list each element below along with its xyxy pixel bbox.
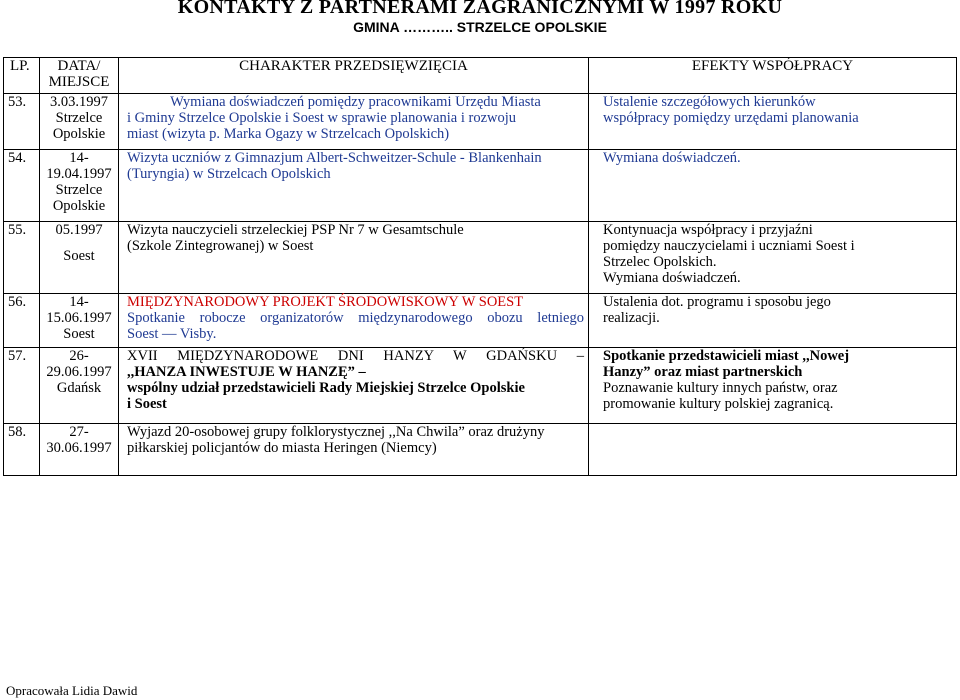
row-effect: Kontynuacja współpracy i przyjaźni pomiędzy nauczycielami i uczniami Soest i Strzelec Opolskich. Wymiana doświadczeń. [589,222,957,294]
row-effect: Wymiana doświadczeń. [589,150,957,222]
document-title: KONTAKTY Z PARTNERAMI ZAGRANICZNYMI W 1997 ROKU [177,0,783,18]
document-subtitle: GMINA ……….. STRZELCE OPOLSKIE [353,19,607,35]
row-lp: 57. [4,348,40,424]
row-date: 14- 15.06.1997 Soest [40,294,119,348]
table-row [4,150,957,222]
row-date: 05.1997 Soest [40,222,119,294]
table-row [4,294,957,348]
contacts-table [3,57,957,476]
row-lp: 56. [4,294,40,348]
row-effect: Ustalenie szczegółowych kierunków współpracy pomiędzy urzędami planowania [589,94,957,150]
footer-author: Opracowała Lidia Dawid [6,683,138,698]
row-description: Wymiana doświadczeń pomiędzy pracownikami Urzędu Miasta i Gminy Strzelce Opolskie i Soest w sprawie planowania i rozwoju miast (wizyta p. Marka Ogazy w Strzelcach Opolskich) [119,94,589,150]
table-row [4,348,957,424]
row-lp: 53. [4,94,40,150]
table-row [4,94,957,150]
row-effect [589,424,957,476]
row-date: 27- 30.06.1997 [40,424,119,476]
header-description: CHARAKTER PRZEDSIĘWZIĘCIA [119,58,589,94]
row-date: 26- 29.06.1997 Gdańsk [40,348,119,424]
row-lp: 58. [4,424,40,476]
row-lp: 54. [4,150,40,222]
table-row [4,424,957,476]
row-date: 14- 19.04.1997 Strzelce Opolskie [40,150,119,222]
row-description: Wizyta nauczycieli strzeleckiej PSP Nr 7 w Gesamtschule (Szkole Zintegrowanej) w Soest [119,222,589,294]
row-description: Wizyta uczniów z Gimnazjum Albert-Schweitzer-Schule - Blankenhain (Turyngia) w Strzelcach Opolskich [119,150,589,222]
header-effects: EFEKTY WSPÓŁPRACY [589,58,957,94]
row-description: XVII MIĘDZYNARODOWE DNI HANZY W GDAŃSKU – ,,HANZA INWESTUJE W HANZĘ” – wspólny udział przedstawicieli Rady Miejskiej Strzelce Opolskie i Soest [119,348,589,424]
row-effect: Spotkanie przedstawicieli miast ,,Nowej Hanzy” oraz miast partnerskich Poznawanie kultury innych państw, oraz promowanie kultury polskiej zagranicą. [589,348,957,424]
row-description: Wyjazd 20-osobowej grupy folklorystycznej ,,Na Chwila” oraz drużyny piłkarskiej policjantów do miasta Heringen (Niemcy) [119,424,589,476]
row-date: 3.03.1997 Strzelce Opolskie [40,94,119,150]
row-lp: 55. [4,222,40,294]
header-lp: LP. [4,58,40,94]
row-description: MIĘDZYNARODOWY PROJEKT ŚRODOWISKOWY W SOEST Spotkanie robocze organizatorów międzynarodowego obozu letniego Soest — Visby. [119,294,589,348]
table-header-row [4,58,957,94]
row-effect: Ustalenia dot. programu i sposobu jego realizacji. [589,294,957,348]
header-date: DATA/ MIEJSCE [40,58,119,94]
table-row [4,222,957,294]
